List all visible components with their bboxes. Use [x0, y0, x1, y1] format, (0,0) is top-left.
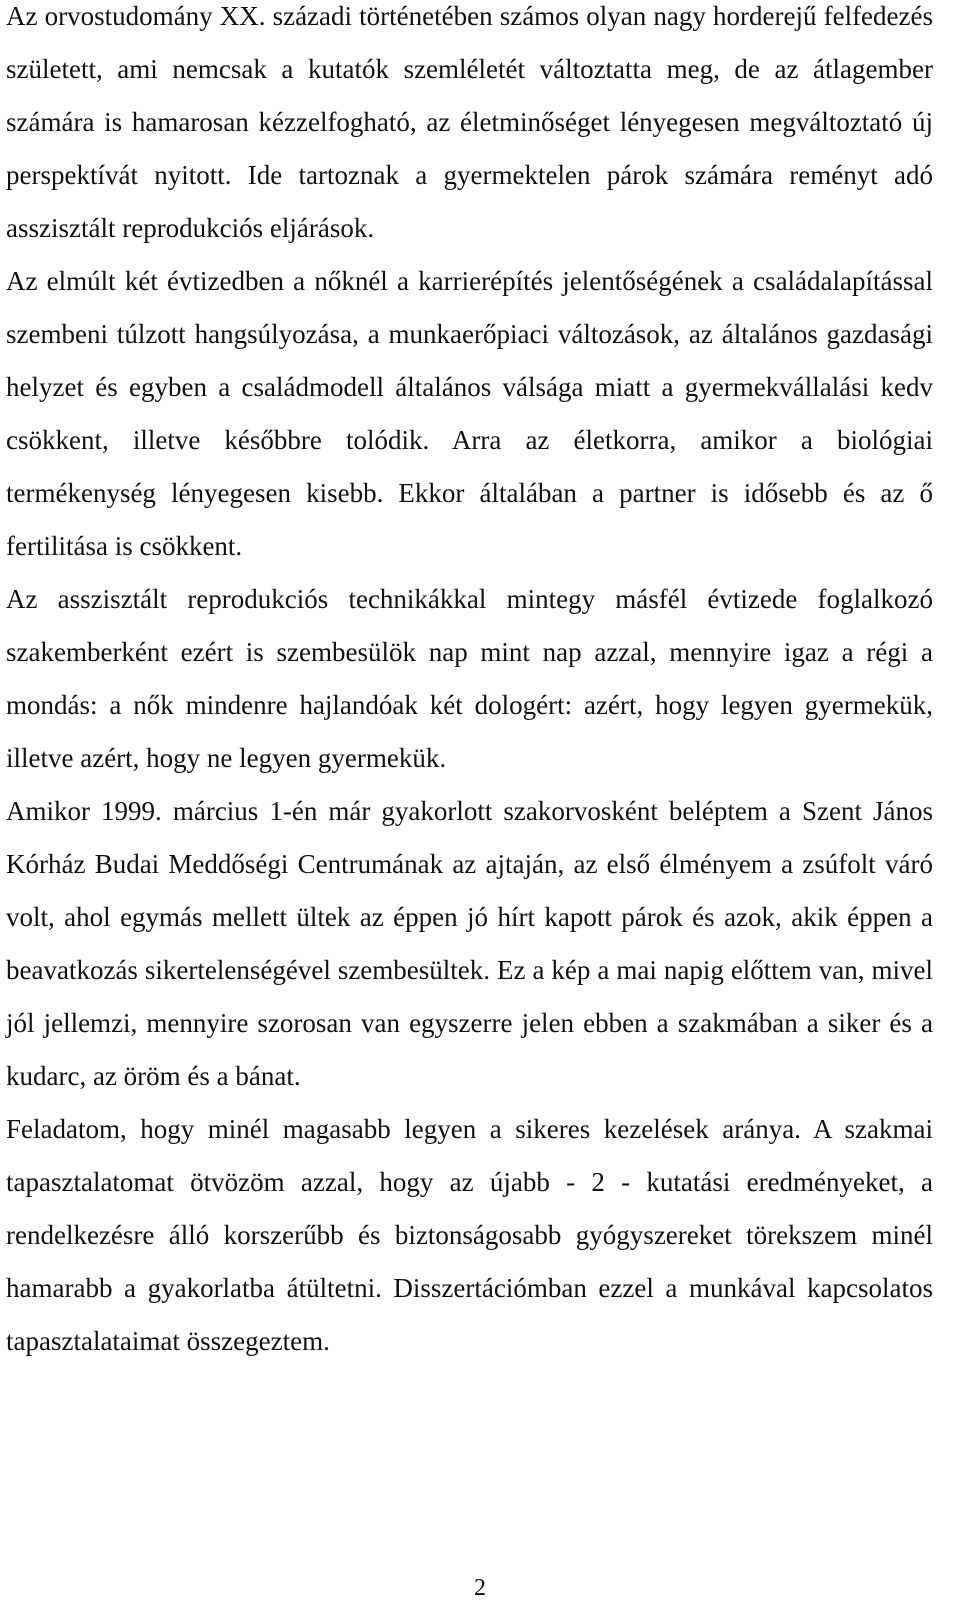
paragraph-art: Az asszisztált reprodukciós technikákkal mintegy másfél évtizede foglalkozó szakemberként ezért is szembesülök nap mint nap azzal, mennyire igaz a régi a mondás: a nők mindenre hajlandóak két dologért: azért, hogy legyen gyermekük, illetve azért, hogy ne legyen gyermekük.: [6, 584, 933, 773]
body-text: [6, 0, 933, 1368]
paragraph-task: Feladatom, hogy minél magasabb legyen a sikeres kezelések aránya. A szakmai tapasztalatomat ötvözöm azzal, hogy az újabb - 2 - kutatási eredményeket, a rendelkezésre álló korszerűbb és biztonságosabb gyógyszereket törekszem minél hamarabb a gyakorlatba átültetni. Disszertációmban ezzel a munkával kapcsolatos tapasztalataimat összegeztem.: [6, 1114, 933, 1356]
paragraph-centre: Amikor 1999. március 1-én már gyakorlott szakorvosként beléptem a Szent János Kórház Budai Meddőségi Centrumának az ajtaján, az első élményem a zsúfolt váró volt, ahol egymás mellett ültek az éppen jó hírt kapott párok és azok, akik éppen a beavatkozás sikertelenségével szembesültek. Ez a kép a mai napig előttem van, mivel jól jellemzi, mennyire szorosan van egyszerre jelen ebben a szakmában a siker és a kudarc, az öröm és a bánat.: [6, 796, 933, 1091]
paragraph-intro: Az orvostudomány XX. századi történetében számos olyan nagy horderejű felfedezés született, ami nemcsak a kutatók szemléletét változtatta meg, de az átlagember számára is hamarosan kézzelfogható, az életminőséget lényegesen megváltoztató új perspektívát nyitott. Ide tartoznak a gyermektelen párok számára reményt adó asszisztált reprodukciós eljárások.: [6, 1, 933, 243]
page-number: 2: [474, 1575, 486, 1601]
paragraph-career: Az elmúlt két évtizedben a nőknél a karrierépítés jelentőségének a családalapítással szembeni túlzott hangsúlyozása, a munkaerőpiaci változások, az általános gazdasági helyzet és egyben a családmodell általános válsága miatt a gyermekvállalási kedv csökkent, illetve későbbre tolódik. Arra az életkorra, amikor a biológiai termékenység lényegesen kisebb. Ekkor általában a partner is idősebb és az ő fertilitása is csökkent.: [6, 266, 933, 561]
